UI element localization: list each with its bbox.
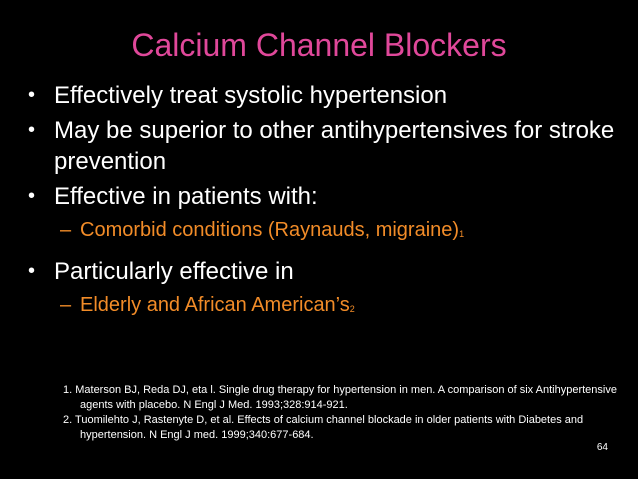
bullet-item <box>28 115 628 177</box>
bullet-text: May be superior to other antihypertensives for stroke prevention <box>54 117 615 175</box>
bullet-marker: • <box>28 84 36 106</box>
bullet-marker: • <box>28 185 36 207</box>
page-number: 64 <box>596 442 608 453</box>
bullet-list <box>28 80 628 331</box>
footnote-ref: 2 <box>349 304 355 314</box>
sub-bullet-marker: – <box>60 219 72 241</box>
sub-bullet-item <box>28 291 628 319</box>
bullet-marker: • <box>28 119 36 141</box>
sub-bullet-marker: – <box>60 294 72 316</box>
bullet-item <box>28 181 628 212</box>
sub-bullet-text: Comorbid conditions (Raynauds, migraine) <box>80 219 460 241</box>
slide-title: Calcium Channel Blockers <box>131 27 507 63</box>
bullet-text: Effective in patients with: <box>54 183 318 210</box>
sub-bullet-text: Elderly and African American’s <box>80 294 350 316</box>
bullet-text: Effectively treat systolic hypertension <box>54 82 448 109</box>
reference-item: 2. Tuomilehto J, Rastenyte D, et al. Effects of calcium channel blockade in older patients with Diabetes and hypertension. N Engl J med. 1999;340:677-684. <box>63 414 584 441</box>
bullet-text: Particularly effective in <box>54 258 294 285</box>
bullet-marker: • <box>28 260 36 282</box>
bullet-item <box>28 256 628 287</box>
references <box>63 383 623 443</box>
sub-bullet-item <box>28 216 628 244</box>
footnote-ref: 1 <box>459 229 465 239</box>
bullet-item <box>28 80 628 111</box>
reference-item: 1. Materson BJ, Reda DJ, eta l. Single drug therapy for hypertension in men. A comparison of six Antihypertensive agents with placebo. N Engl J Med. 1993;328:914-921. <box>63 384 617 411</box>
